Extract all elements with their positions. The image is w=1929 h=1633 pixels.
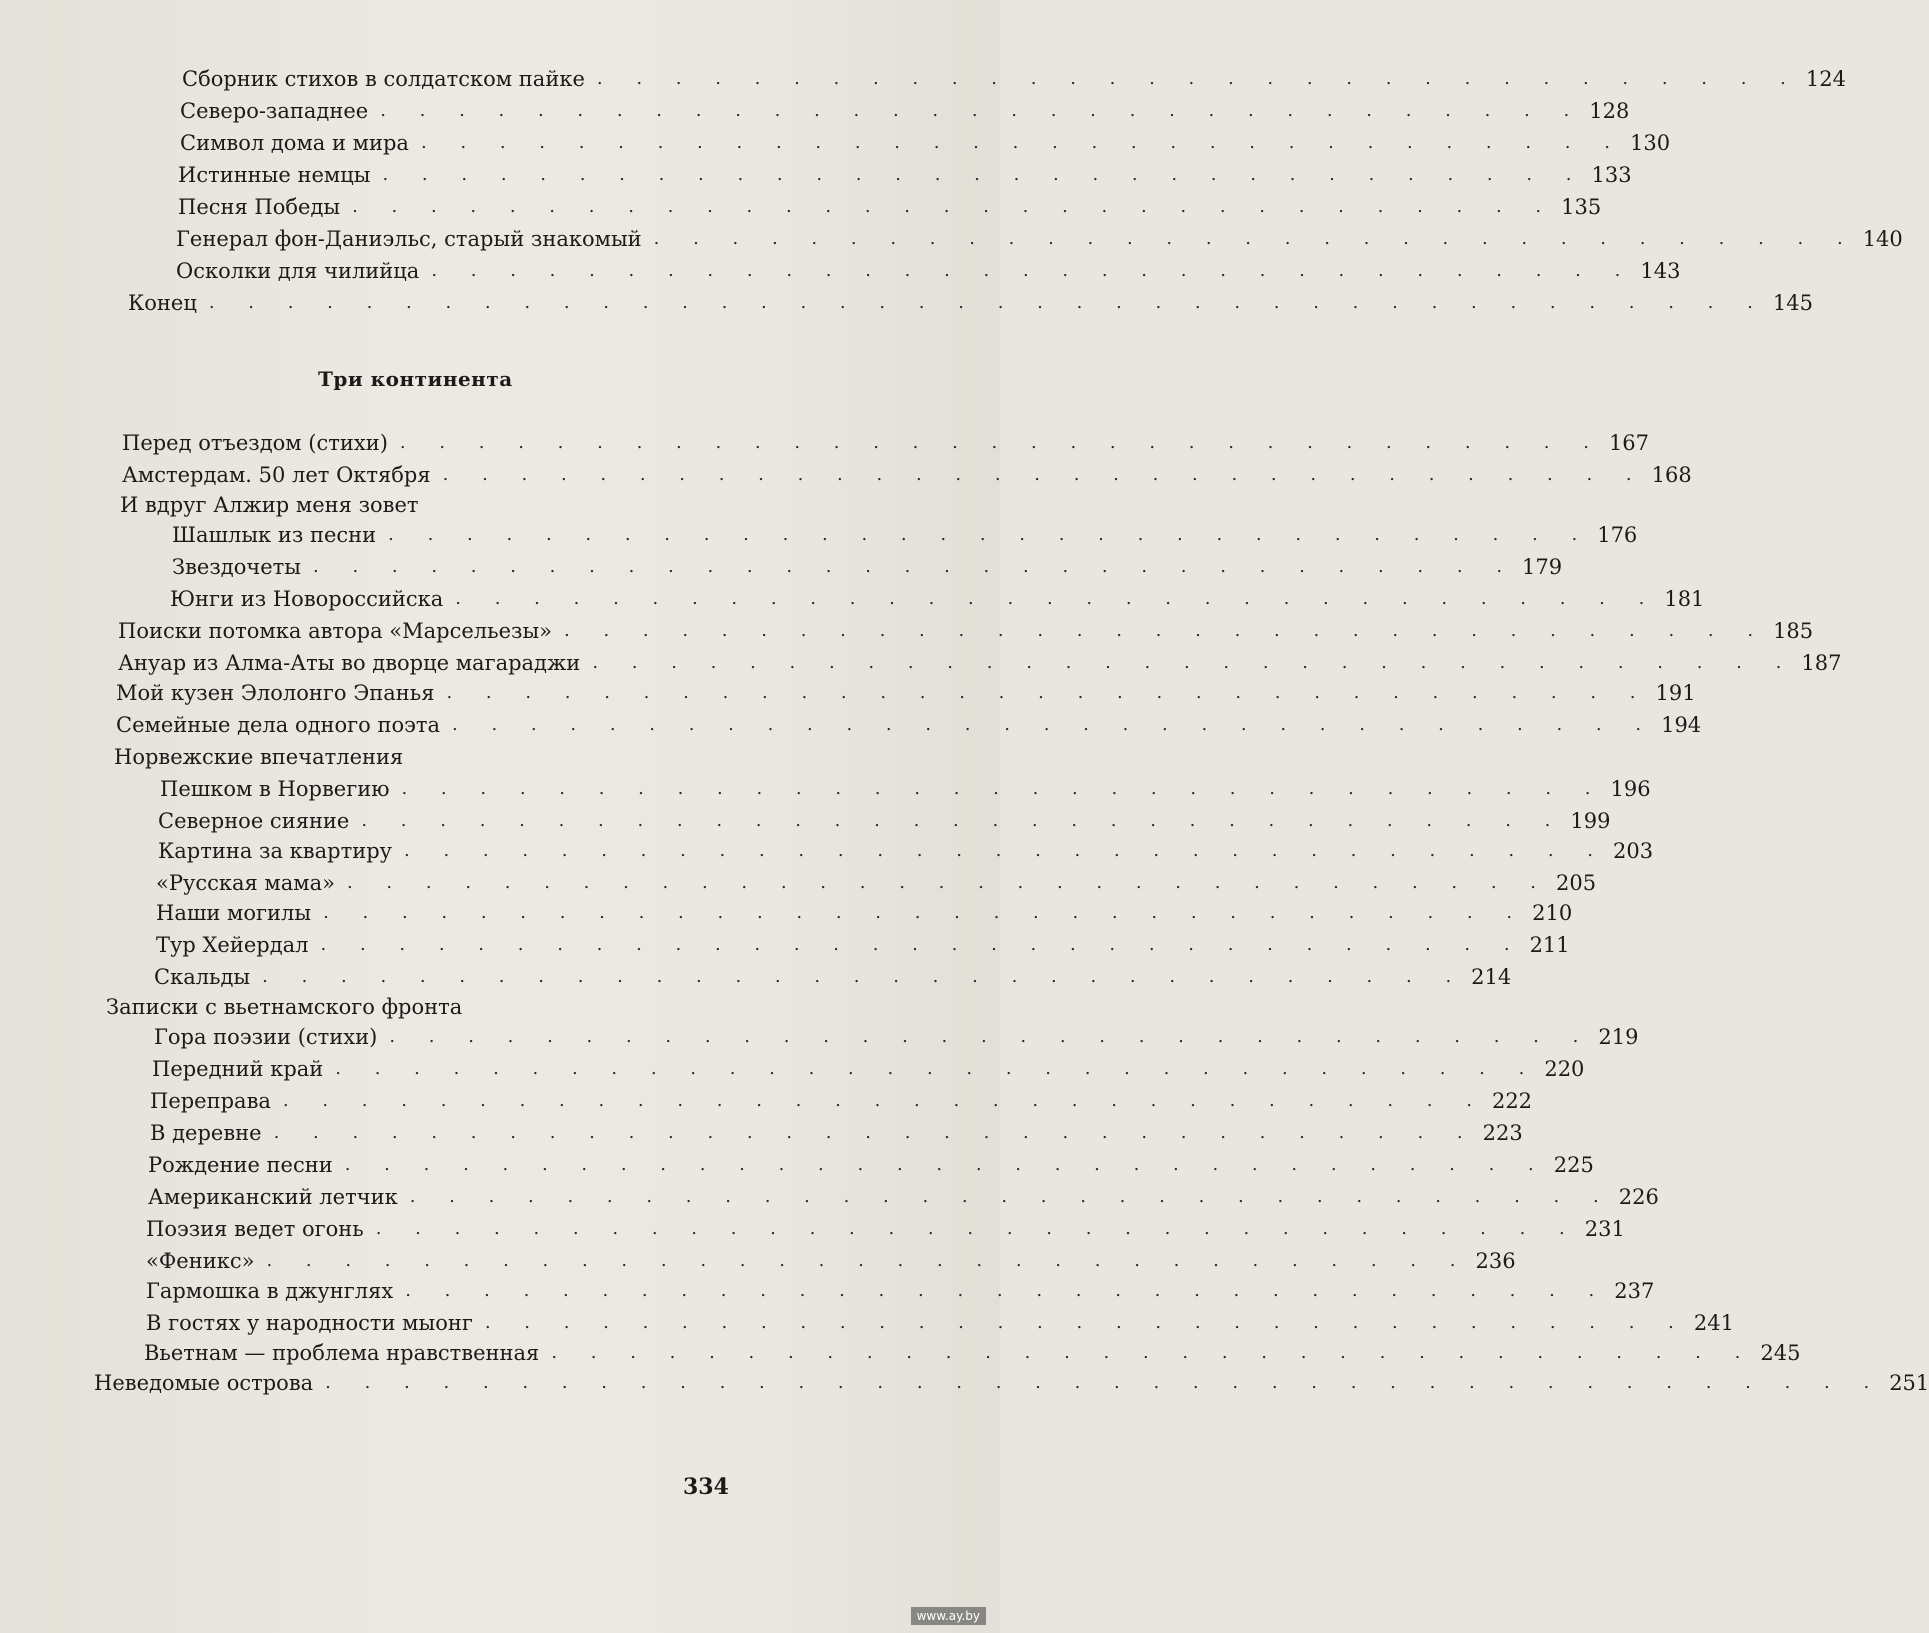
toc-entry-title: Осколки для чилийца	[176, 259, 420, 283]
toc-entry-page: 187	[1801, 651, 1842, 675]
toc-entry-title: Поиски потомка автора «Марсельезы»	[118, 619, 553, 643]
toc-entry-page: 133	[1591, 163, 1632, 187]
toc-entry	[120, 486, 922, 518]
toc-entry-title: Передний край	[152, 1057, 324, 1081]
toc-entry-title: Истинные немцы	[178, 163, 371, 187]
toc-entry-page: 210	[1532, 901, 1573, 925]
toc-entry-title: Семейные дела одного поэта	[116, 713, 441, 737]
toc-entry	[170, 580, 1705, 612]
toc-entry-title: Звездочеты	[172, 555, 302, 579]
dot-leader: . . . . . . . . . . . . . . . . . . . . . . . . . . . . . . .	[596, 68, 1800, 89]
dot-leader: . . . . . . . . . . . . . . . . . . . . . . . . . . . . . . .	[361, 810, 1565, 831]
dot-leader: . . . . . . . . . . . . . . . . . . . . . . . . . . . . . . .	[401, 778, 1605, 799]
toc-entry	[122, 424, 1650, 456]
toc-entry-page: 219	[1598, 1025, 1639, 1049]
toc-entry-title: Вьетнам — проблема нравственная	[144, 1341, 540, 1365]
dot-leader: . . . . . . . . . . . . . . . . . . . . . . . . . . . . . . .	[442, 464, 1646, 485]
toc-entry	[116, 706, 1702, 738]
toc-entry	[150, 1082, 1533, 1114]
toc-entry	[154, 1018, 1639, 1050]
dot-leader: . . . . . . . . . . . . . . . . . . . . . . . . . . . . . . .	[389, 1026, 1593, 1047]
toc-entry-title: Гора поэзии (стихи)	[154, 1025, 378, 1049]
toc-entry	[154, 958, 1512, 990]
toc-entry-page: 196	[1610, 777, 1651, 801]
toc-entry-page: 179	[1522, 555, 1563, 579]
toc-entry-title: Конец	[128, 291, 197, 315]
toc-entry-title: Записки с вьетнамского фронта	[106, 995, 463, 1019]
toc-entry-title: «Русская мама»	[156, 871, 335, 895]
toc-entry	[146, 1272, 1655, 1304]
dot-leader: . . . . . . . . . . . . . . . . . . . . . . . . . . . . . . .	[564, 620, 1768, 641]
dot-leader: . . . . . . . . . . . . . . . . . . . . . . . . . . . . . . .	[405, 1280, 1609, 1301]
toc-entry-page: 241	[1693, 1311, 1734, 1335]
dot-leader: . . . . . . . . . . . . . . . . . . . . . . . . . . . . . . .	[335, 1058, 1539, 1079]
toc-entry-page: 203	[1613, 839, 1654, 863]
toc-entry	[156, 894, 1573, 926]
dot-leader: . . . . . . . . . . . . . . . . . . . . . . . . . . . . . . .	[375, 1218, 1579, 1239]
toc-entry	[176, 252, 1681, 284]
toc-entry-page: 167	[1608, 431, 1650, 455]
toc-entry	[158, 802, 1611, 834]
toc-entry	[146, 1304, 1734, 1336]
toc-entry-title: Тур Хейердал	[156, 933, 309, 957]
toc-entry-page: 181	[1664, 587, 1705, 611]
toc-entry	[156, 926, 1570, 958]
toc-entry	[146, 1242, 1516, 1274]
toc-entry-page: 214	[1471, 965, 1512, 989]
toc-entry-title: И вдруг Алжир меня зовет	[120, 493, 419, 517]
toc-entry-title: Северное сияние	[158, 809, 350, 833]
toc-entry-title: Переправа	[150, 1089, 271, 1113]
dot-leader: . . . . . . . . . . . . . . . . . . . . . . . . . . . . . . .	[446, 682, 1650, 703]
toc-entry-title: Неведомые острова	[94, 1371, 314, 1395]
toc-entry-page: 245	[1760, 1341, 1801, 1365]
dot-leader: . . . . . . . . . . . . . . . . . . . . . . . . . . . . . . .	[452, 714, 1656, 735]
toc-entry	[182, 60, 1846, 92]
toc-entry	[148, 1146, 1594, 1178]
toc-entry-title: «Феникс»	[146, 1249, 255, 1273]
toc-entry	[172, 548, 1563, 580]
toc-entry-page: 211	[1529, 933, 1570, 957]
toc-entry-title: Ануар из Алма-Аты во дворце магараджи	[118, 651, 581, 675]
toc-entry	[180, 124, 1671, 156]
toc-entry	[178, 156, 1632, 188]
toc-entry	[122, 456, 1692, 488]
toc-entry-page: 143	[1640, 259, 1681, 283]
toc-entry-title: Гармошка в джунглях	[146, 1279, 394, 1303]
toc-entry	[158, 832, 1654, 864]
toc-entry	[144, 1334, 1801, 1366]
toc-entry	[172, 516, 1638, 548]
toc-entry-page: 231	[1584, 1217, 1625, 1241]
toc-entry-page: 199	[1570, 809, 1611, 833]
toc-entry-title: Рождение песни	[148, 1153, 333, 1177]
toc-entry-page: 128	[1589, 99, 1630, 123]
toc-entry	[116, 674, 1696, 706]
toc-entry-title: Шашлык из песни	[172, 523, 377, 547]
dot-leader: . . . . . . . . . . . . . . . . . . . . . . . . . . . . . . . . . . . . . . . .	[208, 292, 1767, 313]
dot-leader: . . . . . . . . . . . . . . . . . . . . . . . . . . . . . . .	[399, 432, 1603, 453]
page-number: 334	[683, 1474, 729, 1500]
toc-entry-page: 140	[1862, 227, 1903, 251]
toc-entry-title: Северо-западнее	[180, 99, 369, 123]
toc-entry	[94, 1364, 1929, 1396]
toc-entry-page: 251	[1889, 1371, 1929, 1395]
toc-entry-page: 135	[1561, 195, 1602, 219]
dot-leader: . . . . . . . . . . . . . . . . . . . . . . . . . . . . . . .	[346, 872, 1551, 893]
dot-leader: . . . . . . . . . . . . . . . . . . . . . . . . . . . . . . .	[273, 1122, 1477, 1143]
dot-leader: . . . . . . . . . . . . . . . . . . . . . . . . . . . . . . .	[409, 1186, 1613, 1207]
toc-entry-page: 205	[1556, 871, 1597, 895]
dot-leader: . . . . . . . . . . . . . . . . . . . . . . . . . . . . . . .	[320, 934, 1524, 955]
toc-entry-title: Картина за квартиру	[158, 839, 392, 863]
toc-entry	[150, 1114, 1523, 1146]
dot-leader: . . . . . . . . . . . . . . . . . . . . . . . . . . . . . . .	[551, 1342, 1755, 1363]
dot-leader: . . . . . . . . . . . . . . . . . . . . . . . . . . . . . . .	[282, 1090, 1486, 1111]
toc-entry-title: Символ дома и мира	[180, 131, 409, 155]
toc-entry-title: Генерал фон-Даниэльс, старый знакомый	[176, 227, 642, 251]
dot-leader: . . . . . . . . . . . . . . . . . . . . . . . . . . . . . . .	[455, 588, 1659, 609]
toc-entry-page: 194	[1661, 713, 1702, 737]
toc-entry-page: 223	[1482, 1121, 1523, 1145]
toc-entry	[146, 1210, 1625, 1242]
toc-entry-page: 191	[1655, 681, 1696, 705]
toc-entry	[106, 988, 922, 1020]
dot-leader: . . . . . . . . . . . . . . . . . . . . . . . . . . . . . . .	[592, 652, 1796, 673]
section-heading: Три континента	[318, 367, 513, 391]
toc-entry-page: 222	[1491, 1089, 1533, 1113]
toc-entry-page: 185	[1773, 619, 1814, 643]
toc-entry	[160, 770, 1651, 802]
toc-entry-title: Наши могилы	[156, 901, 312, 925]
toc-entry	[176, 220, 1903, 252]
toc-entry-page: 168	[1651, 463, 1692, 487]
toc-entry-title: Поэзия ведет огонь	[146, 1217, 364, 1241]
dot-leader: . . . . . . . . . . . . . . . . . . . . . . . . . . . . . . .	[313, 556, 1517, 577]
toc-entry-page: 145	[1772, 291, 1813, 315]
toc-entry-page: 124	[1805, 67, 1846, 91]
toc-entry-page: 220	[1544, 1057, 1585, 1081]
site-watermark: www.ay.by	[911, 1607, 986, 1625]
toc-entry-title: Пешком в Норвегию	[160, 777, 390, 801]
toc-entry-page: 237	[1614, 1279, 1655, 1303]
toc-entry-title: Перед отъездом (стихи)	[122, 431, 388, 455]
dot-leader: . . . . . . . . . . . . . . . . . . . . . . . . . . . . . . .	[344, 1154, 1548, 1175]
dot-leader: . . . . . . . . . . . . . . . . . . . . . . . . . . . . . . .	[262, 966, 1466, 987]
toc-entry-title: Сборник стихов в солдатском пайке	[182, 67, 585, 91]
dot-leader: . . . . . . . . . . . . . . . . . . . . . . . . . . . . . . . . . . . . . . . .	[325, 1372, 1884, 1393]
toc-entry	[148, 1178, 1659, 1210]
dot-leader: . . . . . . . . . . . . . . . . . . . . . . . . . . . . . . .	[380, 100, 1584, 121]
toc-entry-page: 236	[1475, 1249, 1516, 1273]
toc-entry-title: Американский летчик	[148, 1185, 398, 1209]
toc-entry-page: 176	[1597, 523, 1638, 547]
dot-leader: . . . . . . . . . . . . . . . . . . . . . . . . . . . . . . .	[352, 196, 1556, 217]
toc-entry-title: В гостях у народности мыонг	[146, 1311, 473, 1335]
dot-leader: . . . . . . . . . . . . . . . . . . . . . . . . . . . . . . .	[431, 260, 1635, 281]
toc-entry	[180, 92, 1630, 124]
toc-entry-page: 226	[1618, 1185, 1659, 1209]
toc-entry-title: Норвежские впечатления	[114, 745, 404, 769]
toc-entry	[118, 612, 1814, 644]
toc-entry	[118, 644, 1842, 676]
toc-entry-title: Юнги из Новороссийска	[170, 587, 444, 611]
dot-leader: . . . . . . . . . . . . . . . . . . . . . . . . . . . . . . .	[388, 524, 1592, 545]
dot-leader: . . . . . . . . . . . . . . . . . . . . . . . . . . . . . . .	[323, 902, 1527, 923]
toc-entry	[178, 188, 1602, 220]
toc-entry-title: Амстердам. 50 лет Октября	[122, 463, 431, 487]
dot-leader: . . . . . . . . . . . . . . . . . . . . . . . . . . . . . . .	[420, 132, 1624, 153]
dot-leader: . . . . . . . . . . . . . . . . . . . . . . . . . . . . . . .	[653, 228, 1857, 249]
dot-leader: . . . . . . . . . . . . . . . . . . . . . . . . . . . . . . .	[484, 1312, 1688, 1333]
toc-entry	[152, 1050, 1585, 1082]
toc-entry-page: 225	[1553, 1153, 1594, 1177]
toc-entry	[114, 738, 922, 770]
dot-leader: . . . . . . . . . . . . . . . . . . . . . . . . . . . . . . .	[266, 1250, 1470, 1271]
toc-entry-title: В деревне	[150, 1121, 262, 1145]
toc-entry-title: Мой кузен Элолонго Эпанья	[116, 681, 435, 705]
dot-leader: . . . . . . . . . . . . . . . . . . . . . . . . . . . . . . .	[404, 840, 1608, 861]
toc-entry-title: Скальды	[154, 965, 251, 989]
toc-entry	[156, 864, 1597, 896]
toc-entry-title: Песня Победы	[178, 195, 341, 219]
toc-entry	[128, 284, 1813, 316]
toc-entry-page: 130	[1629, 131, 1671, 155]
dot-leader: . . . . . . . . . . . . . . . . . . . . . . . . . . . . . . .	[382, 164, 1586, 185]
